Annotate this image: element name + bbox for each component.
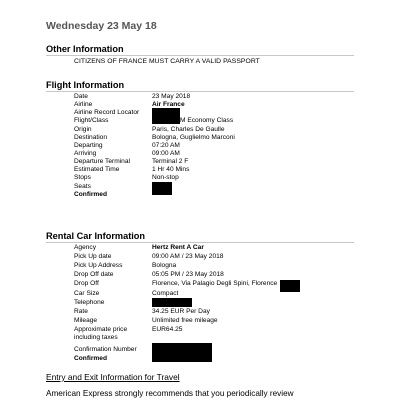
estimated-time-value: 1 Hr 40 Mins [152, 166, 190, 174]
telephone-label: Telephone [74, 299, 105, 306]
destination-value: Bologna, Guglielmo Marconi [152, 133, 235, 141]
stops-value: Non-stop [152, 174, 179, 182]
pickup-date-label: Pick Up date [74, 253, 112, 260]
origin-value: Paris, Charles De Gaulle [152, 125, 225, 133]
rate-label: Rate [74, 308, 88, 315]
departing-label: Departing [74, 141, 103, 149]
rental-confirmed-label: Confirmed [74, 355, 107, 362]
departure-terminal-label: Departure Terminal [74, 158, 130, 166]
approx-price-label: Approximate price [74, 326, 128, 333]
dropoff-value: Florence, Via Palagio Degli Spini, Florence [152, 280, 278, 287]
record-locator-redaction [152, 108, 180, 124]
confirmation-number-redaction [152, 343, 212, 362]
dropoff-label: Drop Off [74, 280, 99, 287]
arriving-value: 09:00 AM [152, 149, 180, 157]
origin-label: Origin [74, 125, 92, 133]
confirmation-number-label: Confirmation Number [74, 346, 137, 353]
other-information-title: Other Information [46, 44, 354, 56]
date-header: Wednesday 23 May 18 [46, 20, 157, 32]
flight-confirmed-label: Confirmed [74, 190, 107, 198]
entry-exit-info-link[interactable]: Entry and Exit Information for Travel [46, 372, 180, 382]
departure-terminal-value: Terminal 2 F [152, 158, 189, 166]
agency-label: Agency [74, 244, 96, 251]
destination-label: Destination [74, 133, 107, 141]
flight-date-label: Date [74, 93, 88, 100]
mileage-value: Unlimited free mileage [152, 317, 218, 324]
rental-car-information-title: Rental Car Information [46, 231, 354, 243]
stops-label: Stops [74, 174, 91, 182]
flight-information-title: Flight Information [46, 80, 354, 92]
car-size-label: Car Size [74, 290, 100, 297]
dropoff-redaction [280, 280, 300, 292]
estimated-time-label: Estimated Time [74, 166, 120, 174]
flight-class-label: Flight/Class [74, 117, 109, 125]
footer-text: American Express strongly recommends that you periodically review [46, 389, 294, 398]
flight-date-value: 23 May 2018 [152, 93, 191, 100]
telephone-redaction [152, 298, 192, 307]
seats-label: Seats [74, 182, 91, 190]
airline-value: Air France [152, 101, 185, 109]
pickup-address-value: Bologna [152, 262, 177, 269]
dropoff-date-label: Drop Off date [74, 271, 114, 278]
rate-value: 34.25 EUR Per Day [152, 308, 210, 315]
departing-value: 07:20 AM [152, 141, 180, 149]
seats-redaction [152, 182, 172, 195]
passport-notice: CITIZENS OF FRANCE MUST CARRY A VALID PASSPORT [74, 58, 260, 65]
pickup-address-label: Pick Up Address [74, 262, 123, 269]
agency-value: Hertz Rent A Car [152, 244, 204, 251]
car-size-value: Compact [152, 290, 179, 297]
arriving-label: Arriving [74, 149, 97, 157]
airline-label: Airline [74, 101, 93, 109]
approx-price-taxes-label: including taxes [74, 334, 118, 341]
record-locator-label: Airline Record Locator [74, 109, 140, 117]
mileage-label: Mileage [74, 317, 98, 324]
pickup-date-value: 09:00 AM / 23 May 2018 [152, 253, 224, 260]
dropoff-date-value: 05:05 PM / 23 May 2018 [152, 271, 224, 278]
flight-class-value: M Economy Class [180, 117, 234, 125]
approx-price-value: EUR64.25 [152, 326, 183, 333]
